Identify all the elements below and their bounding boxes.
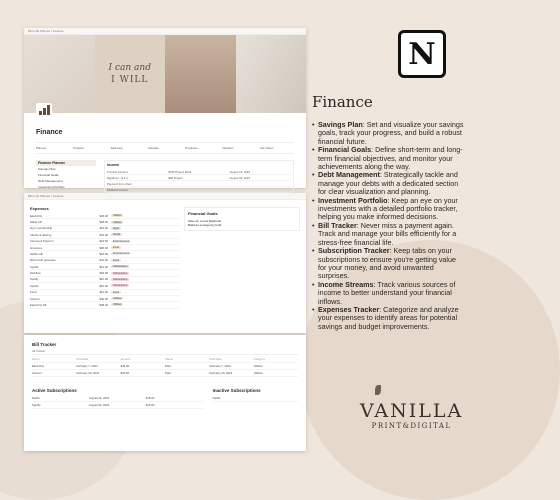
expense-name: Electricity [30,213,42,218]
expense-amount: $45.00 [99,213,108,218]
banner-image [24,35,95,113]
table-cell: August 15, 2024 [229,169,251,174]
table-cell: $45.00 [120,364,130,368]
list-header: Finance Planner [36,160,96,166]
window-topbar [24,28,306,35]
table-cell: August 23, 2024 [88,396,110,400]
expenses-screenshot [24,193,306,333]
expense-amount: $12.00 [99,290,108,295]
goals-panel [184,204,300,309]
table-row[interactable] [30,302,180,308]
feature-item [312,247,464,281]
feature-title: Debt Management [318,170,380,180]
category-tag: Subscription [113,265,128,269]
logo-letter: N [408,36,436,72]
table-cell: Paid [164,364,171,368]
table-cell: August 02, 2024 [229,175,251,180]
table-cell: February 7, 2024 [209,364,231,368]
feature-item [312,146,464,171]
table-cell: $50 Project [168,175,183,180]
feature-title: Subscription Tracker [318,246,390,256]
expense-name: Electricity bill [30,302,47,307]
feature-item [312,121,464,146]
category-tag: Subscription [113,271,128,275]
feature-text: : Categorize and analyze your expenses to identify areas for potential savings and budget improvements. [318,304,459,331]
expense-amount: $42.00 [99,258,108,263]
expense-name: Webflow [30,271,41,276]
expense-amount: $29.00 [99,271,108,276]
expense-name: Spotify [30,264,39,269]
breadcrumb[interactable]: Mini Life Planner / Finance [28,194,64,198]
column-header: Due Date [76,357,89,361]
category-tag: Food [113,246,119,250]
table-cell: Transfer Amount [107,169,128,174]
list-item[interactable]: Financial Goals [38,173,59,177]
expense-name: Spotify [30,283,39,288]
feature-text: : Strategically tackle and manage your debts with a dedicated section for clear visualization and planning. [318,170,459,197]
table-cell: Dividend income [107,187,128,192]
table-cell: $10.00 [145,403,155,407]
table-header: Income [107,163,120,167]
expense-amount: $10.00 [99,277,108,282]
table-cell: Spotify [32,403,41,407]
column-header: Amount [120,357,131,361]
category-tag: Entertainment [113,239,130,243]
feature-item [312,281,464,306]
expense-amount: $10.00 [99,283,108,288]
expense-amount: $18.00 [99,220,108,225]
table-row[interactable] [32,370,298,377]
feature-item [312,306,464,331]
banner-quote [95,35,166,113]
expense-amount: $96.00 [99,245,108,250]
feature-text: : Keep an eye on your investments with a detailed portfolio tracker, helping you make informed decisions. [318,195,458,222]
table-cell [230,182,291,186]
product-title: Finance [312,93,373,111]
list-item[interactable]: Investment Portfolio [38,185,65,189]
expense-amount: $24.50 [99,239,108,244]
expense-amount: $38.00 [99,302,108,307]
table-cell [168,188,229,192]
expense-amount: $10.00 [99,264,108,269]
expense-name: Water bill [30,220,42,225]
feature-text: : Track various sources of income to better understand your financial inflows. [318,279,456,306]
expenses-table [30,204,180,309]
card-header: Financial Goals [188,211,218,216]
nav-tab[interactable]: Lifestyle [147,146,159,150]
table-cell: February 20, 2024 [76,371,100,375]
table-row[interactable] [213,395,298,402]
category-tag: Utilities [113,303,122,307]
feature-title: Expenses Tracker [318,304,380,314]
category-tag: Food [113,258,119,262]
nav-tab[interactable]: Finance [73,146,84,150]
expense-name: Cinema & Popcorn [30,239,54,244]
expense-name: Gym membership [30,226,53,231]
goal-item[interactable]: Save for a new Macbook [188,219,222,223]
feature-item [312,171,464,196]
category-tag: Sport [113,226,120,230]
feature-item [312,222,464,247]
table-cell [230,188,291,192]
table-cell: Utilities [253,364,263,368]
category-tag: Utilities [113,214,122,218]
quote-line-2: I WILL [111,75,149,85]
nav-tab[interactable]: Self-care [110,146,123,150]
income-table [104,160,294,196]
table-cell: Payment from client [107,181,132,186]
category-tag: Food [113,290,119,294]
banner-image [236,35,307,113]
table-cell [168,182,229,186]
table-row[interactable] [32,363,298,370]
expense-name: Mid-month groceries [30,258,56,263]
window-topbar [24,193,306,200]
column-header: Category [253,357,265,361]
expense-name: Spotify [30,277,39,282]
category-tag: Utilities [113,220,122,224]
table-cell: Utilities [253,371,263,375]
feature-title: Savings Plan [318,120,363,129]
banner-image [165,35,236,113]
nav-tab[interactable]: Planner [36,146,47,150]
nav-tab[interactable]: Nutrition [222,146,234,150]
active-subscriptions [32,385,203,409]
section-title: Inactive Subscriptions [212,388,261,393]
table-cell: Electricity [32,364,44,368]
category-tag: Subscription [113,284,128,288]
table-cell [255,396,298,400]
page-title: Finance [36,129,63,136]
nav-tab[interactable]: Productiv... [185,146,200,150]
column-header: Status [164,357,173,361]
expense-amount: $15.00 [99,251,108,256]
table-row[interactable] [32,402,203,409]
financial-goals-card [184,207,300,231]
table-header: Expenses [30,206,49,211]
table-cell: Netflix [32,396,40,400]
expense-name: Clients & offering [30,232,52,237]
nav-tab[interactable]: Life Vision [259,146,274,150]
list-item[interactable]: Debt Management [38,179,63,183]
feature-text: : Never miss a payment again. Track and manage your bills efficiently for a stress-free financial life. [318,220,457,247]
feature-item [312,197,464,222]
feature-title: Investment Portfolio [318,195,388,205]
expense-name: Netflix sub [30,251,44,256]
table-cell: Internet [32,371,42,375]
category-tag: Social [113,233,121,237]
expense-name: Groceries [30,245,43,250]
table-cell: $780 Project Work [168,169,192,174]
feature-text: : Define short-term and long-term financial objectives, and monitor your achievements along the way. [318,145,463,172]
table-cell: $15.00 [145,396,155,400]
shop-brand [360,400,463,430]
inactive-subscriptions [213,385,298,409]
expense-amount: $24.00 [99,226,108,231]
notion-logo-icon [398,30,446,78]
goal-item[interactable]: Build an emergency fund [188,223,222,227]
table-cell: February 7, 2024 [76,364,98,368]
column-header: Paid Date [209,357,222,361]
table-cell: August 24, 2024 [88,403,110,407]
expense-amount: $40.00 [99,296,108,301]
shop-name: VANILLA [360,400,464,422]
feature-text: : Keep tabs on your subscriptions to ensure you're getting value for your money, and avoid unwanted surprises. [318,246,457,281]
header-banner [24,35,306,113]
leaf-icon [375,385,381,395]
finance-planner-list [36,160,96,196]
bill-tracker-screenshot [24,335,306,451]
list-item[interactable]: Savings Plan [38,167,56,171]
category-tag: Entertainment [113,252,130,256]
column-header: Name [32,357,40,361]
expense-amount: $32.00 [99,232,108,237]
quote-line-1: I can and [108,63,151,73]
table-cell: February 20, 2024 [209,371,233,375]
view-tab[interactable]: All Tracker [32,349,298,355]
category-tag: Subscription [113,277,128,281]
section-title: Active Subscriptions [32,388,77,393]
table-row[interactable] [32,395,203,402]
feature-text: : Set and visualize your savings goals, track your progress, and build a robust financial future. [318,120,464,146]
table-cell: $40.00 [120,371,130,375]
section-title: Bill Tracker [32,342,57,347]
shop-tagline: PRINT&DIGITAL [371,422,452,430]
table-cell: Digital art - $ 2.4 [107,175,128,180]
chart-logo-icon [36,103,52,117]
breadcrumb[interactable]: Mini Life Planner / Finance [28,29,64,33]
section-nav [36,142,294,154]
expense-name: Food [30,290,37,295]
feature-title: Income Streams [318,279,374,289]
feature-title: Bill Tracker [318,220,357,230]
table-cell: Netflix [212,396,221,400]
table-header-row [32,356,298,363]
category-tag: Utilities [113,297,122,301]
expense-name: Internet [30,296,40,301]
table-cell: Paid [164,371,171,375]
feature-list [312,121,464,331]
feature-title: Financial Goals [318,145,372,155]
finance-dashboard-screenshot [24,28,306,192]
